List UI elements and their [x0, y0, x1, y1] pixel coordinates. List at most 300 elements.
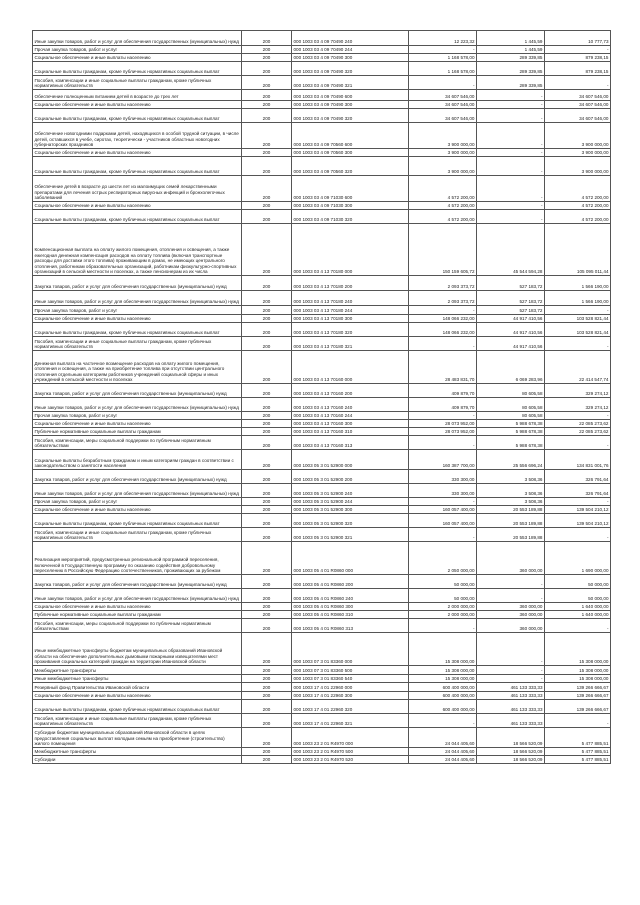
row-name-cell: Прочая закупка товаров, работ и услуг — [33, 306, 242, 315]
row-approved-amount-cell: 34 607 546,00 — [409, 101, 477, 109]
row-name-cell: Иные закупки товаров, работ и услуг для обеспечения государственных (муниципальных) нужд — [33, 291, 242, 306]
table-row — [33, 337, 611, 351]
table-row — [33, 484, 611, 498]
row-name-cell: Социальное обеспечение и иные выплаты населению — [33, 315, 242, 323]
row-name-cell: Закупка товаров, работ и услуг для обеспечения государственных (муниципальных) нужд — [33, 384, 242, 398]
table-row — [33, 315, 611, 323]
row-classification-code-cell: 000 1003 03 4 09 71030 320 — [292, 210, 409, 224]
row-name-cell: Социальное обеспечение и иные выплаты населению — [33, 149, 242, 157]
table-row — [33, 76, 611, 90]
row-executed-amount-cell: - — [477, 589, 545, 603]
row-approved-amount-cell: 12 223,32 — [409, 31, 477, 46]
table-body — [33, 31, 611, 764]
row-name-cell: Социальное обеспечение и иные выплаты населению — [33, 692, 242, 700]
row-name-cell: Межбюджетные трансферты — [33, 748, 242, 756]
row-code-cell: 200 — [242, 54, 292, 62]
row-unexecuted-amount-cell: 1 690 000,00 — [545, 542, 611, 575]
table-row — [33, 420, 611, 428]
row-name-cell: Компенсационная выплата на оплату жилого помещения, отопления и освещения, а также ежегодная денежная компенсация расходов на оплату топлива (включая транспортные расходы для доставки этого топлива) проживающим в домах, не имеющих центрального отопления, работникам образовательных организаций, работникам физкультурно-спортивных организаций в сельской местности и поселках, а также пенсионерам из их числа — [33, 224, 242, 276]
table-row — [33, 31, 611, 46]
row-approved-amount-cell: 330 300,00 — [409, 470, 477, 484]
row-code-cell: 200 — [242, 692, 292, 700]
table-row — [33, 157, 611, 176]
row-code-cell: 200 — [242, 666, 292, 675]
row-code-cell: 200 — [242, 90, 292, 101]
row-executed-amount-cell: 1 445,59 — [477, 31, 545, 46]
row-name-cell: Пособия, компенсации, меры социальной поддержки по публичным нормативным обязательствам — [33, 619, 242, 633]
row-name-cell: Социальное обеспечение и иные выплаты населению — [33, 603, 242, 611]
table-row — [33, 714, 611, 728]
row-name-cell: Социальные выплаты гражданам, кроме публичных нормативных социальных выплат — [33, 157, 242, 176]
table-row — [33, 436, 611, 450]
row-classification-code-cell: 000 1003 03 4 09 71030 300 — [292, 202, 409, 210]
row-executed-amount-cell: 360 000,00 — [477, 603, 545, 611]
row-approved-amount-cell: 1 168 578,00 — [409, 54, 477, 62]
row-name-cell: Иные закупки товаров, работ и услуг для обеспечения государственных (муниципальных) нужд — [33, 398, 242, 412]
row-unexecuted-amount-cell: 103 528 821,44 — [545, 323, 611, 337]
row-executed-amount-cell: 527 183,72 — [477, 291, 545, 306]
row-approved-amount-cell: 34 607 546,00 — [409, 90, 477, 101]
row-executed-amount-cell: 360 000,00 — [477, 611, 545, 619]
row-classification-code-cell: 000 1003 23 2 01 R4970 520 — [292, 756, 409, 764]
row-code-cell: 200 — [242, 101, 292, 109]
row-name-cell: Публичные нормативные социальные выплаты гражданам — [33, 611, 242, 619]
row-executed-amount-cell: - — [477, 149, 545, 157]
row-name-cell: Социальное обеспечение и иные выплаты населению — [33, 506, 242, 514]
row-name-cell: Обеспечение новогодними подарками детей, находящихся в особой трудной ситуации, в числе детей, оставшихся в учебе, сиротах, теоретически - участников областных новогодних губернаторских праздников — [33, 123, 242, 149]
row-approved-amount-cell: 150 159 605,72 — [409, 224, 477, 276]
row-approved-amount-cell: - — [409, 412, 477, 420]
table-row — [33, 149, 611, 157]
table-row — [33, 62, 611, 76]
row-classification-code-cell: 000 1003 05 3 01 52900 000 — [292, 450, 409, 470]
row-code-cell: 200 — [242, 412, 292, 420]
row-name-cell: Резервный фонд Правительства Ивановской области — [33, 683, 242, 692]
table-row — [33, 528, 611, 542]
row-code-cell: 200 — [242, 157, 292, 176]
row-executed-amount-cell: 461 133 333,33 — [477, 700, 545, 714]
row-unexecuted-amount-cell: 139 504 210,12 — [545, 506, 611, 514]
row-unexecuted-amount-cell: 329 274,12 — [545, 398, 611, 412]
row-name-cell: Иные закупки товаров, работ и услуг для обеспечения государственных (муниципальных) нужд — [33, 589, 242, 603]
row-approved-amount-cell: - — [409, 76, 477, 90]
row-approved-amount-cell: 2 050 000,00 — [409, 542, 477, 575]
row-name-cell: Иные межбюджетные трансферты — [33, 675, 242, 683]
table-row — [33, 101, 611, 109]
row-name-cell: Прочая закупка товаров, работ и услуг — [33, 498, 242, 506]
row-unexecuted-amount-cell: 34 607 546,00 — [545, 101, 611, 109]
row-unexecuted-amount-cell: - — [545, 714, 611, 728]
row-code-cell: 200 — [242, 306, 292, 315]
row-name-cell: Иные межбюджетные трансферты бюджетам муниципальных образований Ивановской области на обеспечение дополнительных дымовыми пожарными извещателями мест проживания социальных категорий граждан на территории Ивановской области — [33, 633, 242, 666]
row-code-cell: 200 — [242, 619, 292, 633]
row-classification-code-cell: 000 1003 05 4 01 R0860 200 — [292, 575, 409, 589]
row-executed-amount-cell: 461 133 333,33 — [477, 683, 545, 692]
row-executed-amount-cell: 461 133 333,33 — [477, 692, 545, 700]
row-name-cell: Обеспечение полноценным питанием детей в возрасте до трех лет — [33, 90, 242, 101]
row-unexecuted-amount-cell: - — [545, 498, 611, 506]
row-code-cell: 200 — [242, 176, 292, 202]
row-code-cell: 200 — [242, 428, 292, 436]
row-executed-amount-cell: 289 339,85 — [477, 54, 545, 62]
row-classification-code-cell: 000 1003 05 4 01 R0860 310 — [292, 611, 409, 619]
row-code-cell: 200 — [242, 62, 292, 76]
row-classification-code-cell: 000 1003 03 4 09 70490 320 — [292, 109, 409, 123]
row-code-cell: 200 — [242, 351, 292, 384]
row-classification-code-cell: 000 1003 03 4 09 70490 600 — [292, 90, 409, 101]
row-executed-amount-cell: 360 000,00 — [477, 619, 545, 633]
row-classification-code-cell: 000 1003 03 4 09 70560 600 — [292, 123, 409, 149]
row-executed-amount-cell: 527 183,72 — [477, 276, 545, 291]
row-name-cell: Закупка товаров, работ и услуг для обеспечения государственных (муниципальных) нужд — [33, 470, 242, 484]
row-classification-code-cell: 000 1003 03 4 09 70560 300 — [292, 149, 409, 157]
row-approved-amount-cell: 15 308 000,00 — [409, 633, 477, 666]
row-executed-amount-cell: 44 917 410,56 — [477, 337, 545, 351]
row-name-cell: Социальные выплаты гражданам, кроме публичных нормативных социальных выплат — [33, 514, 242, 528]
row-executed-amount-cell: - — [477, 666, 545, 675]
row-classification-code-cell: 000 1003 05 3 01 52900 244 — [292, 498, 409, 506]
row-name-cell: Социальные выплаты гражданам, кроме публичных нормативных социальных выплат — [33, 62, 242, 76]
row-code-cell: 200 — [242, 484, 292, 498]
row-code-cell: 200 — [242, 202, 292, 210]
row-code-cell: 200 — [242, 633, 292, 666]
row-executed-amount-cell: 527 183,72 — [477, 306, 545, 315]
row-unexecuted-amount-cell: 15 308 000,00 — [545, 633, 611, 666]
row-unexecuted-amount-cell: 326 791,64 — [545, 484, 611, 498]
row-executed-amount-cell: 360 000,00 — [477, 542, 545, 575]
row-unexecuted-amount-cell: 3 900 000,00 — [545, 123, 611, 149]
row-approved-amount-cell: 160 387 700,00 — [409, 450, 477, 470]
row-executed-amount-cell: - — [477, 210, 545, 224]
table-row — [33, 514, 611, 528]
row-classification-code-cell: 000 1003 07 3 01 83360 000 — [292, 633, 409, 666]
row-classification-code-cell: 000 1003 03 4 13 70160 310 — [292, 428, 409, 436]
row-name-cell: Социальные выплаты гражданам, кроме публичных нормативных социальных выплат — [33, 323, 242, 337]
row-unexecuted-amount-cell: - — [545, 528, 611, 542]
table-row — [33, 633, 611, 666]
table-row — [33, 756, 611, 764]
row-approved-amount-cell: 160 057 400,00 — [409, 514, 477, 528]
row-code-cell: 200 — [242, 276, 292, 291]
row-name-cell: Денежная выплата на частичное возмещение расходов на оплату жилого помещения, отопления и освещения, а также на приобретение топлива при отсутствии центрального отопления отдельным категориям работников учреждений социальной сферы и иных учреждений в сельской местности и поселках — [33, 351, 242, 384]
row-unexecuted-amount-cell: 15 308 000,00 — [545, 666, 611, 675]
row-name-cell: Иные закупки товаров, работ и услуг для обеспечения государственных (муниципальных) нужд — [33, 31, 242, 46]
table-row — [33, 306, 611, 315]
row-code-cell: 200 — [242, 149, 292, 157]
row-executed-amount-cell: 5 988 678,38 — [477, 420, 545, 428]
row-classification-code-cell: 000 1003 03 4 09 70490 320 — [292, 62, 409, 76]
row-unexecuted-amount-cell: 139 504 210,12 — [545, 514, 611, 528]
row-classification-code-cell: 000 1003 05 3 01 52900 300 — [292, 506, 409, 514]
row-approved-amount-cell: 2 093 373,72 — [409, 276, 477, 291]
row-code-cell: 200 — [242, 528, 292, 542]
row-code-cell: 200 — [242, 76, 292, 90]
row-classification-code-cell: 000 1003 03 4 09 70560 320 — [292, 157, 409, 176]
table-row — [33, 46, 611, 54]
row-unexecuted-amount-cell: 22 414 547,74 — [545, 351, 611, 384]
table-row — [33, 683, 611, 692]
table-row — [33, 506, 611, 514]
row-approved-amount-cell: - — [409, 714, 477, 728]
row-approved-amount-cell: 3 900 000,00 — [409, 123, 477, 149]
row-executed-amount-cell: 1 445,59 — [477, 46, 545, 54]
table-row — [33, 666, 611, 675]
row-classification-code-cell: 000 1003 05 3 01 52900 240 — [292, 484, 409, 498]
row-name-cell: Пособия, компенсации и иные социальные выплаты гражданам, кроме публичных нормативных обязательств — [33, 714, 242, 728]
row-approved-amount-cell: 409 879,70 — [409, 398, 477, 412]
row-approved-amount-cell: 24 044 405,60 — [409, 748, 477, 756]
row-unexecuted-amount-cell: 34 607 546,00 — [545, 109, 611, 123]
row-code-cell: 200 — [242, 291, 292, 306]
row-executed-amount-cell: - — [477, 101, 545, 109]
row-executed-amount-cell: 3 508,36 — [477, 470, 545, 484]
row-classification-code-cell: 000 1003 05 4 01 R0860 313 — [292, 619, 409, 633]
row-unexecuted-amount-cell: 1 640 000,00 — [545, 603, 611, 611]
row-classification-code-cell: 000 1003 17 4 01 22960 321 — [292, 714, 409, 728]
row-executed-amount-cell: 18 566 520,09 — [477, 728, 545, 748]
row-approved-amount-cell: 409 879,70 — [409, 384, 477, 398]
row-executed-amount-cell: - — [477, 157, 545, 176]
table-row — [33, 542, 611, 575]
row-executed-amount-cell: 80 605,58 — [477, 384, 545, 398]
table-row — [33, 291, 611, 306]
table-row — [33, 450, 611, 470]
row-executed-amount-cell: 5 988 678,38 — [477, 428, 545, 436]
table-row — [33, 202, 611, 210]
row-name-cell: Социальное обеспечение и иные выплаты населению — [33, 101, 242, 109]
row-classification-code-cell: 000 1003 05 3 01 52900 321 — [292, 528, 409, 542]
row-classification-code-cell: 000 1003 03 4 13 70180 240 — [292, 291, 409, 306]
budget-execution-table — [32, 30, 611, 764]
row-approved-amount-cell: 3 900 000,00 — [409, 149, 477, 157]
row-unexecuted-amount-cell: 15 308 000,00 — [545, 675, 611, 683]
row-code-cell: 200 — [242, 315, 292, 323]
row-approved-amount-cell: 15 308 000,00 — [409, 675, 477, 683]
row-approved-amount-cell: 24 044 405,60 — [409, 728, 477, 748]
row-code-cell: 200 — [242, 728, 292, 748]
row-classification-code-cell: 000 1003 03 4 13 70180 000 — [292, 224, 409, 276]
row-name-cell: Закупка товаров, работ и услуг для обеспечения государственных (муниципальных) нужд — [33, 276, 242, 291]
row-classification-code-cell: 000 1003 03 4 09 70490 300 — [292, 101, 409, 109]
row-approved-amount-cell: 1 168 578,00 — [409, 62, 477, 76]
row-approved-amount-cell: 50 000,00 — [409, 589, 477, 603]
row-unexecuted-amount-cell: 879 238,15 — [545, 62, 611, 76]
row-name-cell: Закупка товаров, работ и услуг для обеспечения государственных (муниципальных) нужд — [33, 575, 242, 589]
row-code-cell: 200 — [242, 748, 292, 756]
table-row — [33, 589, 611, 603]
row-approved-amount-cell: - — [409, 46, 477, 54]
row-unexecuted-amount-cell: 22 085 273,62 — [545, 420, 611, 428]
row-unexecuted-amount-cell: 1 566 190,00 — [545, 276, 611, 291]
row-executed-amount-cell: 3 508,36 — [477, 484, 545, 498]
row-classification-code-cell: 000 1003 03 4 09 70490 321 — [292, 76, 409, 90]
row-code-cell: 200 — [242, 470, 292, 484]
row-approved-amount-cell: 4 572 200,00 — [409, 202, 477, 210]
row-name-cell: Пособия, компенсации, меры социальной поддержки по публичным нормативным обязательствам — [33, 436, 242, 450]
row-approved-amount-cell: 15 308 000,00 — [409, 666, 477, 675]
table-row — [33, 611, 611, 619]
row-classification-code-cell: 000 1003 03 4 13 70160 300 — [292, 420, 409, 428]
table-row — [33, 276, 611, 291]
row-approved-amount-cell: 2 093 373,72 — [409, 291, 477, 306]
row-classification-code-cell: 000 1003 03 4 13 70180 244 — [292, 306, 409, 315]
row-classification-code-cell: 000 1003 07 3 01 83360 540 — [292, 675, 409, 683]
row-code-cell: 200 — [242, 323, 292, 337]
table-row — [33, 90, 611, 101]
table-row — [33, 54, 611, 62]
row-approved-amount-cell: 600 400 000,00 — [409, 692, 477, 700]
row-executed-amount-cell: 5 988 678,38 — [477, 436, 545, 450]
row-approved-amount-cell: - — [409, 498, 477, 506]
row-executed-amount-cell: - — [477, 675, 545, 683]
row-unexecuted-amount-cell: - — [545, 436, 611, 450]
row-executed-amount-cell: 44 917 410,56 — [477, 315, 545, 323]
row-executed-amount-cell: - — [477, 633, 545, 666]
row-unexecuted-amount-cell: 3 900 000,00 — [545, 157, 611, 176]
row-name-cell: Пособия, компенсации и иные социальные выплаты гражданам, кроме публичных нормативных обязательств — [33, 337, 242, 351]
row-executed-amount-cell: 25 556 696,24 — [477, 450, 545, 470]
table-row — [33, 384, 611, 398]
table-row — [33, 123, 611, 149]
row-unexecuted-amount-cell: 139 266 666,67 — [545, 692, 611, 700]
row-unexecuted-amount-cell: 134 831 001,76 — [545, 450, 611, 470]
row-unexecuted-amount-cell: 326 791,64 — [545, 470, 611, 484]
row-name-cell: Пособия, компенсации и иные социальные выплаты гражданам, кроме публичных нормативных обязательств — [33, 528, 242, 542]
row-approved-amount-cell: 50 000,00 — [409, 575, 477, 589]
row-executed-amount-cell: 20 553 189,88 — [477, 506, 545, 514]
row-approved-amount-cell: 34 607 546,00 — [409, 109, 477, 123]
row-classification-code-cell: 000 1003 17 4 01 22960 000 — [292, 683, 409, 692]
row-unexecuted-amount-cell: 5 477 885,51 — [545, 728, 611, 748]
row-name-cell: Обеспечение детей в возрасте до шести лет из малоимущих семей лекарственными препаратами для лечения острых респираторных вирусных инфекций и бронхолегочных заболеваний — [33, 176, 242, 202]
row-approved-amount-cell: 2 000 000,00 — [409, 603, 477, 611]
row-code-cell: 200 — [242, 31, 292, 46]
row-classification-code-cell: 000 1003 17 4 01 22960 300 — [292, 692, 409, 700]
row-approved-amount-cell: - — [409, 306, 477, 315]
row-name-cell: Прочая закупка товаров, работ и услуг — [33, 412, 242, 420]
row-approved-amount-cell: 28 073 952,00 — [409, 420, 477, 428]
row-executed-amount-cell: - — [477, 90, 545, 101]
row-approved-amount-cell: 600 400 000,00 — [409, 700, 477, 714]
row-classification-code-cell: 000 1003 05 4 01 R0860 000 — [292, 542, 409, 575]
table-row — [33, 351, 611, 384]
row-unexecuted-amount-cell: 4 572 200,00 — [545, 202, 611, 210]
row-code-cell: 200 — [242, 700, 292, 714]
table-row — [33, 575, 611, 589]
row-unexecuted-amount-cell: 4 572 200,00 — [545, 176, 611, 202]
row-executed-amount-cell: 18 566 520,09 — [477, 756, 545, 764]
row-code-cell: 200 — [242, 210, 292, 224]
row-executed-amount-cell: 44 917 410,56 — [477, 323, 545, 337]
row-approved-amount-cell: 330 300,00 — [409, 484, 477, 498]
row-name-cell: Социальные выплаты гражданам, кроме публичных нормативных социальных выплат — [33, 700, 242, 714]
row-classification-code-cell: 000 1003 17 4 01 22960 320 — [292, 700, 409, 714]
row-executed-amount-cell: - — [477, 123, 545, 149]
row-code-cell: 200 — [242, 514, 292, 528]
row-code-cell: 200 — [242, 420, 292, 428]
row-code-cell: 200 — [242, 542, 292, 575]
row-classification-code-cell: 000 1003 03 4 13 70180 300 — [292, 315, 409, 323]
row-classification-code-cell: 000 1003 03 4 13 70180 321 — [292, 337, 409, 351]
row-unexecuted-amount-cell: 879 238,15 — [545, 54, 611, 62]
table-row — [33, 176, 611, 202]
table-row — [33, 675, 611, 683]
row-unexecuted-amount-cell: 1 566 190,00 — [545, 291, 611, 306]
table-row — [33, 398, 611, 412]
row-approved-amount-cell: 148 066 232,00 — [409, 323, 477, 337]
row-name-cell: Пособия, компенсации и иные социальные выплаты гражданам, кроме публичных нормативных обязательств — [33, 76, 242, 90]
row-approved-amount-cell: 600 400 000,00 — [409, 683, 477, 692]
row-approved-amount-cell: 2 000 000,00 — [409, 611, 477, 619]
row-name-cell: Прочая закупка товаров, работ и услуг — [33, 46, 242, 54]
row-unexecuted-amount-cell: - — [545, 412, 611, 420]
row-approved-amount-cell: 28 483 831,70 — [409, 351, 477, 384]
row-executed-amount-cell: - — [477, 202, 545, 210]
row-unexecuted-amount-cell: 5 477 885,51 — [545, 756, 611, 764]
row-executed-amount-cell: 3 508,36 — [477, 498, 545, 506]
row-name-cell: Иные закупки товаров, работ и услуг для обеспечения государственных (муниципальных) нужд — [33, 484, 242, 498]
row-unexecuted-amount-cell: 34 607 546,00 — [545, 90, 611, 101]
row-name-cell: Социальное обеспечение и иные выплаты населению — [33, 420, 242, 428]
table-row — [33, 748, 611, 756]
row-executed-amount-cell: - — [477, 176, 545, 202]
table-row — [33, 619, 611, 633]
row-code-cell: 200 — [242, 450, 292, 470]
row-unexecuted-amount-cell: - — [545, 619, 611, 633]
row-unexecuted-amount-cell: 50 000,00 — [545, 575, 611, 589]
row-code-cell: 200 — [242, 575, 292, 589]
row-executed-amount-cell: - — [477, 109, 545, 123]
table-row — [33, 603, 611, 611]
row-code-cell: 200 — [242, 675, 292, 683]
row-classification-code-cell: 000 1003 03 4 13 70180 200 — [292, 276, 409, 291]
table-row — [33, 700, 611, 714]
row-unexecuted-amount-cell: 105 095 011,44 — [545, 224, 611, 276]
row-unexecuted-amount-cell: 139 266 666,67 — [545, 700, 611, 714]
row-code-cell: 200 — [242, 611, 292, 619]
row-name-cell: Социальные выплаты гражданам, кроме публичных нормативных социальных выплат — [33, 109, 242, 123]
table-row — [33, 470, 611, 484]
row-classification-code-cell: 000 1003 03 4 09 70490 244 — [292, 46, 409, 54]
row-classification-code-cell: 000 1003 03 4 13 70180 320 — [292, 323, 409, 337]
row-approved-amount-cell: - — [409, 619, 477, 633]
row-classification-code-cell: 000 1003 23 2 01 R4970 500 — [292, 748, 409, 756]
row-code-cell: 200 — [242, 683, 292, 692]
row-classification-code-cell: 000 1003 03 4 13 70160 000 — [292, 351, 409, 384]
row-name-cell: Межбюджетные трансферты — [33, 666, 242, 675]
row-approved-amount-cell: - — [409, 436, 477, 450]
row-classification-code-cell: 000 1003 03 4 09 71030 600 — [292, 176, 409, 202]
table-row — [33, 728, 611, 748]
row-unexecuted-amount-cell: - — [545, 76, 611, 90]
row-executed-amount-cell: 20 553 189,88 — [477, 528, 545, 542]
row-executed-amount-cell: 461 133 333,33 — [477, 714, 545, 728]
table-row — [33, 412, 611, 420]
row-code-cell: 200 — [242, 337, 292, 351]
row-classification-code-cell: 000 1003 03 4 13 70160 200 — [292, 384, 409, 398]
row-approved-amount-cell: 4 572 200,00 — [409, 210, 477, 224]
row-classification-code-cell: 000 1003 05 3 01 52900 320 — [292, 514, 409, 528]
table-row — [33, 210, 611, 224]
row-executed-amount-cell: 289 339,85 — [477, 76, 545, 90]
table-row — [33, 498, 611, 506]
row-classification-code-cell: 000 1003 03 4 13 70160 240 — [292, 398, 409, 412]
row-name-cell: Социальные выплаты гражданам, кроме публичных нормативных социальных выплат — [33, 210, 242, 224]
table-row — [33, 224, 611, 276]
row-code-cell: 200 — [242, 398, 292, 412]
row-code-cell: 200 — [242, 589, 292, 603]
row-code-cell: 200 — [242, 46, 292, 54]
